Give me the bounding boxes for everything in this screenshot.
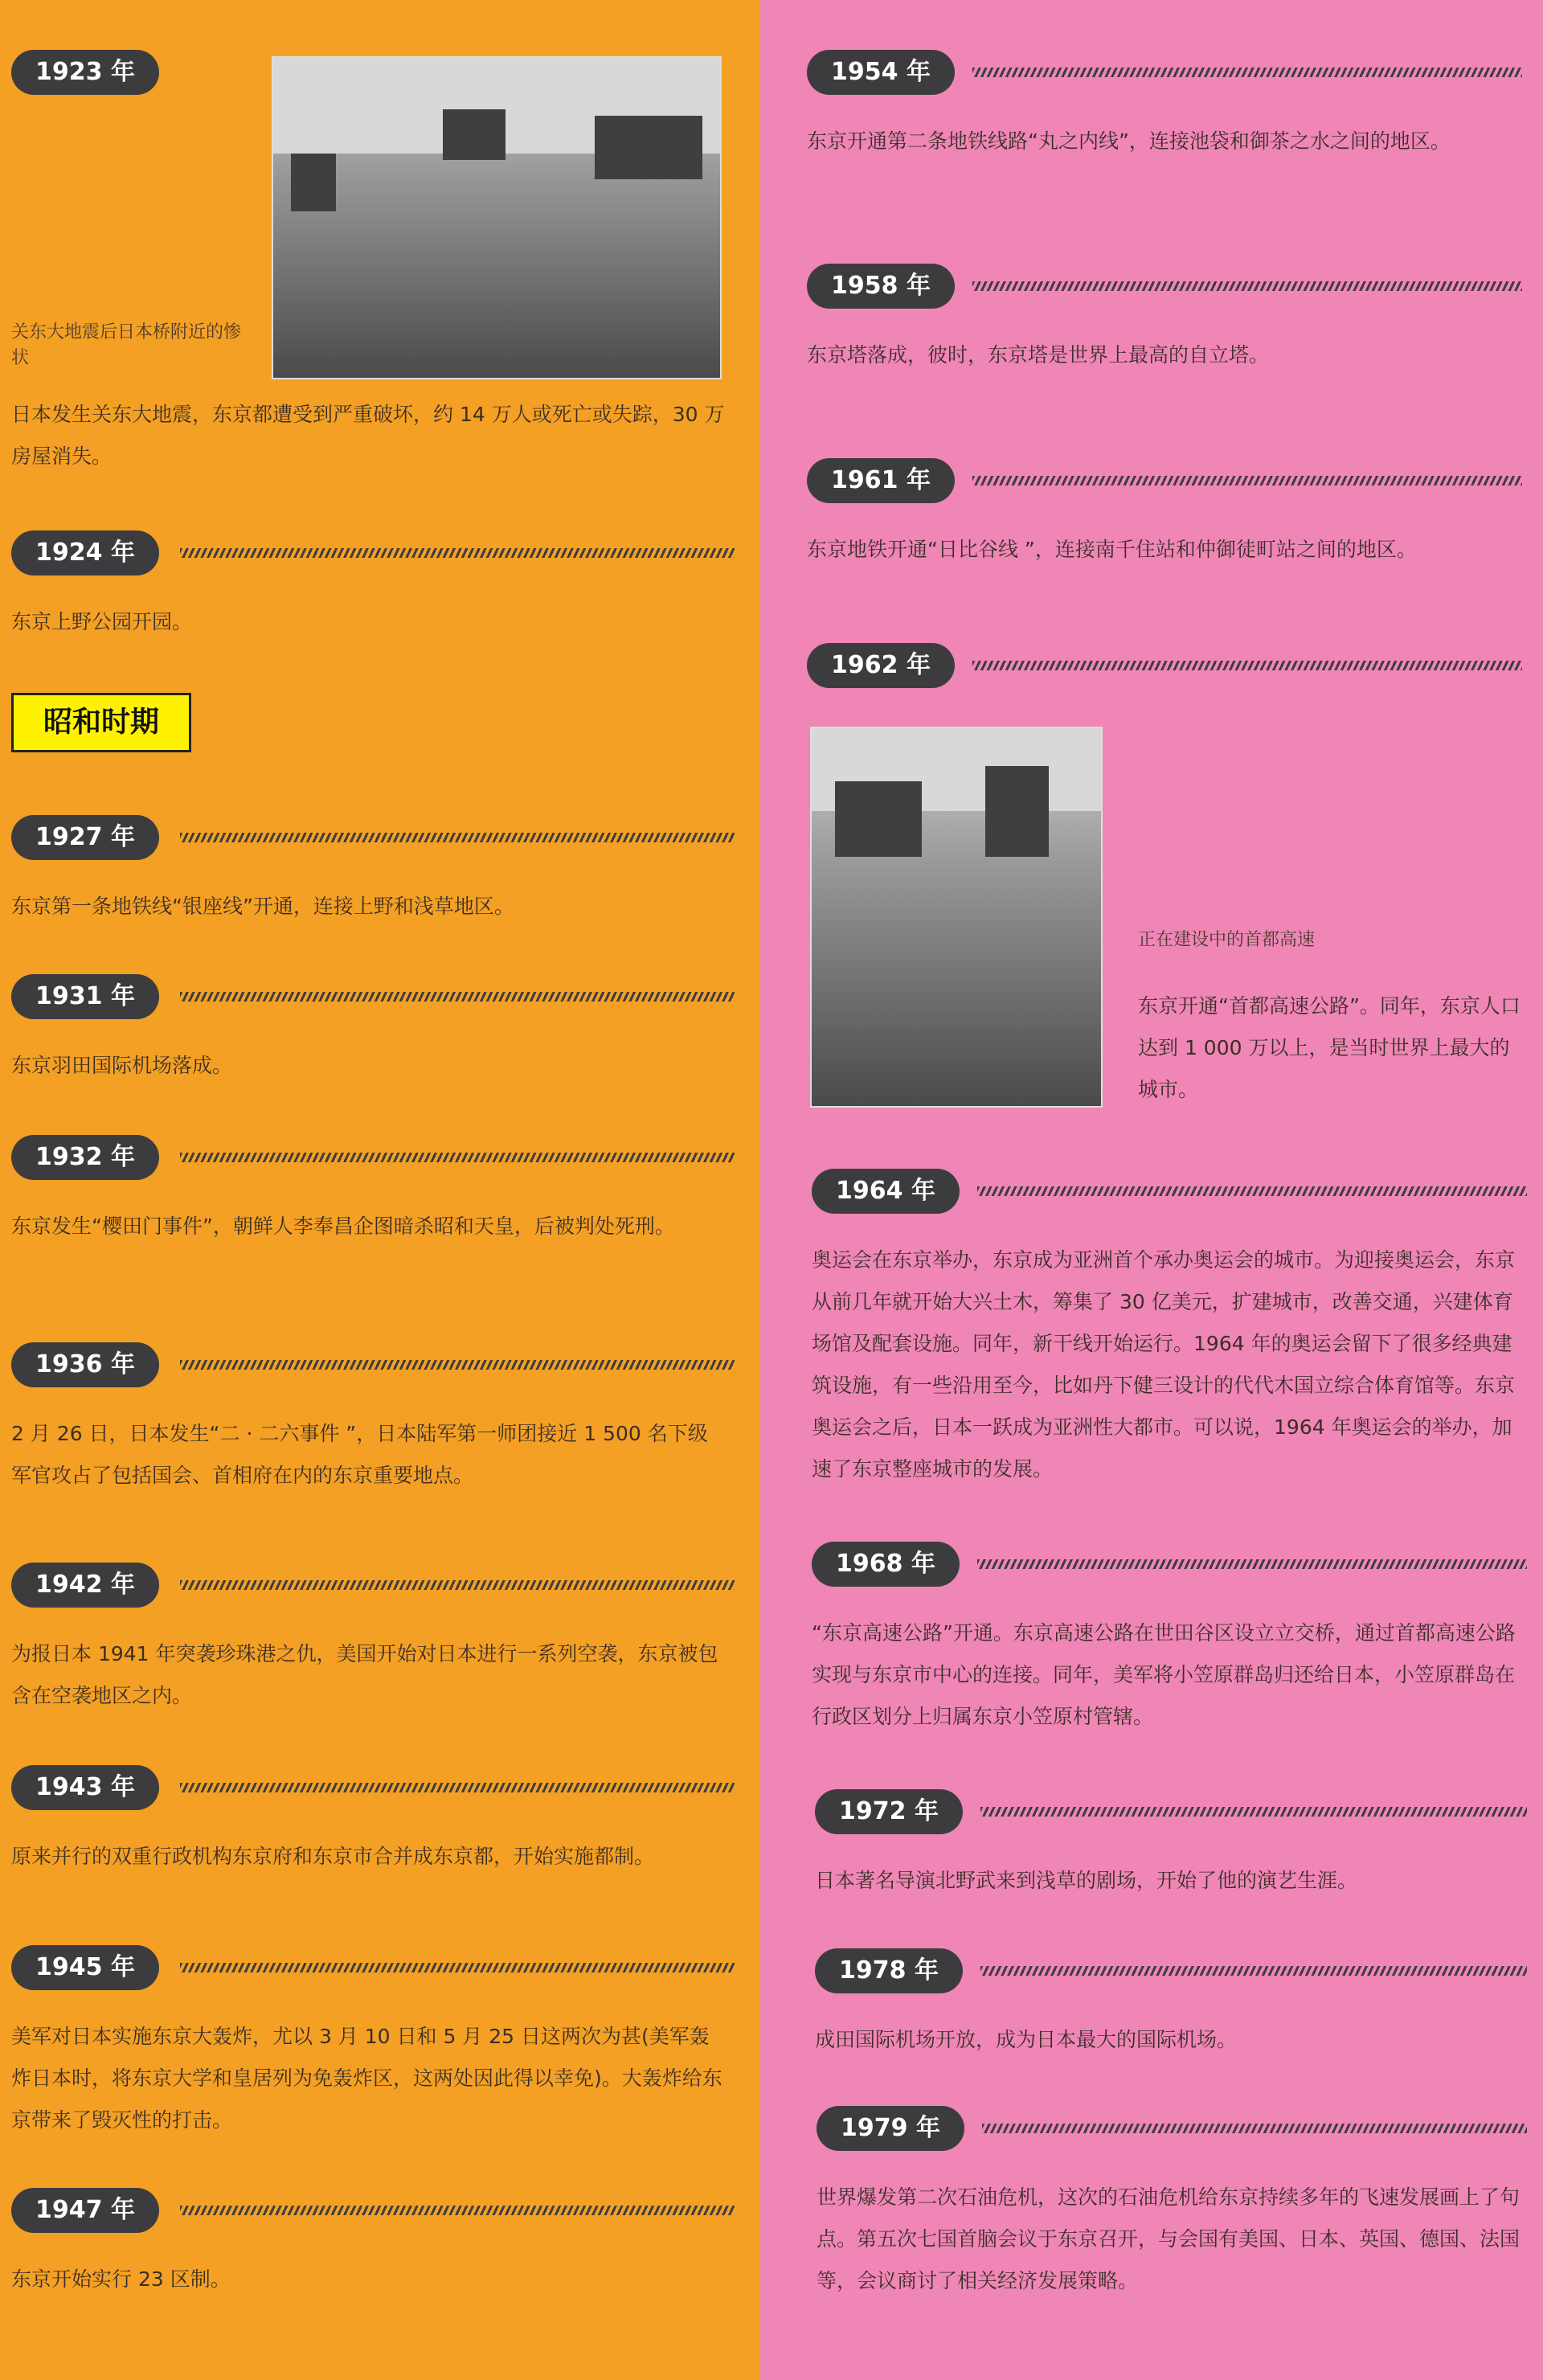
timeline-entry-1924 bbox=[11, 530, 726, 633]
year-rule bbox=[180, 2206, 735, 2215]
entry-text: 奥运会在东京举办，东京成为亚洲首个承办奥运会的城市。为迎接奥运会，东京从前几年就开始大兴土木，筹集了 30 亿美元，扩建城市，改善交通，兴建体育场馆及配套设施。同年，新干线开始运行。1964 年的奥运会留下了很多经典建筑设施，有一些沿用至今，比如丹下健三设计的代代木国立综合体育馆等。东京奥运会之后，日本一跃成为亚洲性大都市。可以说，1964 年奥运会的举办，加速了东京整座城市的发展。 bbox=[812, 1248, 1516, 1481]
entry-text: 原来并行的双重行政机构东京府和东京市合并成东京都，开始实施都制。 bbox=[11, 1845, 655, 1868]
photo-caption: 正在建设中的首都高速 bbox=[1138, 930, 1316, 950]
timeline-entry-1931 bbox=[11, 974, 726, 1077]
year-rule bbox=[180, 1580, 735, 1590]
year-badge: 1936 年 bbox=[11, 1342, 159, 1387]
entry-text: 为报日本 1941 年突袭珍珠港之仇，美国开始对日本进行一系列空袭，东京被包含在空袭地区之内。 bbox=[11, 1642, 718, 1707]
year-badge: 1945 年 bbox=[11, 1945, 159, 1990]
timeline-entry-1958 bbox=[807, 264, 1522, 367]
timeline-entry-1964 bbox=[812, 1169, 1527, 1481]
photo-expressway bbox=[810, 727, 1103, 1108]
timeline-entry-1947 bbox=[11, 2188, 726, 2291]
photo-earthquake bbox=[272, 56, 722, 379]
timeline-entry-1942 bbox=[11, 1563, 726, 1707]
entry-text: 日本著名导演北野武来到浅草的剧场，开始了他的演艺生涯。 bbox=[815, 1869, 1358, 1892]
year-rule bbox=[180, 548, 735, 558]
entry-text: 2 月 26 日，日本发生“二 · 二六事件 ”，日本陆军第一师团接近 1 500 名下级军官攻占了包括国会、首相府在内的东京重要地点。 bbox=[11, 1422, 708, 1487]
entry-text: 东京塔落成，彼时，东京塔是世界上最高的自立塔。 bbox=[807, 343, 1270, 367]
year-rule bbox=[180, 1963, 735, 1972]
year-rule bbox=[180, 992, 735, 1002]
photo-caption: 关东大地震后日本桥附近的惨状 bbox=[11, 322, 242, 368]
entry-text: 东京发生“樱田门事件”，朝鲜人李奉昌企图暗杀昭和天皇，后被判处死刑。 bbox=[11, 1215, 675, 1238]
year-rule bbox=[980, 1966, 1527, 1976]
timeline-entry-1961 bbox=[807, 458, 1522, 561]
year-badge: 1943 年 bbox=[11, 1765, 159, 1810]
entry-text: 东京开通“首都高速公路”。同年，东京人口达到 1 000 万以上，是当时世界上最大的城市。 bbox=[1138, 994, 1520, 1101]
entry-text: 东京地铁开通“日比谷线 ”，连接南千住站和仲御徒町站之间的地区。 bbox=[807, 538, 1417, 561]
year-rule bbox=[982, 2124, 1527, 2133]
year-badge: 1978 年 bbox=[815, 1948, 963, 1993]
entry-text: 东京开始实行 23 区制。 bbox=[11, 2267, 231, 2291]
timeline-entry-1945 bbox=[11, 1945, 726, 2132]
year-badge: 1923 年 bbox=[11, 50, 159, 95]
entry-text: 美军对日本实施东京大轰炸，尤以 3 月 10 日和 5 月 25 日这两次为甚(美军轰炸日本时，将东京大学和皇居列为免轰炸区，这两处因此得以幸免)。大轰炸给东京带来了毁灭性的打击。 bbox=[11, 2025, 722, 2132]
year-badge: 1931 年 bbox=[11, 974, 159, 1019]
entry-text: 东京上野公园开园。 bbox=[11, 610, 193, 633]
year-badge: 1927 年 bbox=[11, 815, 159, 860]
year-rule bbox=[972, 68, 1522, 77]
year-rule bbox=[180, 1153, 735, 1162]
entry-text: “东京高速公路”开通。东京高速公路在世田谷区设立立交桥，通过首都高速公路实现与东京市中心的连接。同年，美军将小笠原群岛归还给日本，小笠原群岛在行政区划分上归属东京小笠原村管辖。 bbox=[812, 1621, 1516, 1728]
year-rule bbox=[180, 1783, 735, 1792]
year-rule bbox=[180, 1360, 735, 1370]
year-badge: 1958 年 bbox=[807, 264, 955, 309]
timeline-entry-1954 bbox=[807, 50, 1522, 153]
timeline-entry-1978 bbox=[815, 1948, 1527, 2051]
entry-text: 成田国际机场开放，成为日本最大的国际机场。 bbox=[815, 2028, 1238, 2051]
year-badge: 1942 年 bbox=[11, 1563, 159, 1608]
year-badge: 1962 年 bbox=[807, 643, 955, 688]
entry-text: 东京第一条地铁线“银座线”开通，连接上野和浅草地区。 bbox=[11, 895, 514, 918]
year-badge: 1932 年 bbox=[11, 1135, 159, 1180]
year-badge: 1924 年 bbox=[11, 530, 159, 576]
timeline-entry-1936 bbox=[11, 1342, 726, 1487]
timeline-entry-1972 bbox=[815, 1789, 1527, 1892]
year-rule bbox=[972, 661, 1522, 670]
year-badge: 1972 年 bbox=[815, 1789, 963, 1834]
timeline-entry-1943 bbox=[11, 1765, 726, 1868]
year-rule bbox=[980, 1807, 1527, 1817]
year-badge: 1968 年 bbox=[812, 1542, 960, 1587]
timeline-entry-1932 bbox=[11, 1135, 726, 1238]
timeline-entry-1968 bbox=[812, 1542, 1527, 1728]
entry-text: 东京羽田国际机场落成。 bbox=[11, 1054, 233, 1077]
year-rule bbox=[180, 833, 735, 842]
year-badge: 1964 年 bbox=[812, 1169, 960, 1214]
year-rule bbox=[972, 281, 1522, 291]
entry-text: 日本发生关东大地震，东京都遭受到严重破坏，约 14 万人或死亡或失踪，30 万房屋消失。 bbox=[11, 403, 725, 468]
year-rule bbox=[977, 1186, 1527, 1196]
era-label: 昭和时期 bbox=[11, 693, 191, 752]
year-badge: 1979 年 bbox=[817, 2106, 964, 2151]
year-rule bbox=[972, 476, 1522, 485]
entry-text: 世界爆发第二次石油危机，这次的石油危机给东京持续多年的飞速发展画上了句点。第五次七国首脑会议于东京召开，与会国有美国、日本、英国、德国、法国等，会议商讨了相关经济发展策略。 bbox=[817, 2185, 1520, 2292]
timeline-entry-1979 bbox=[817, 2106, 1527, 2292]
year-badge: 1947 年 bbox=[11, 2188, 159, 2233]
entry-text: 东京开通第二条地铁线路“丸之内线”，连接池袋和御茶之水之间的地区。 bbox=[807, 129, 1451, 153]
timeline-entry-1927 bbox=[11, 815, 726, 918]
year-rule bbox=[977, 1559, 1527, 1569]
year-badge: 1954 年 bbox=[807, 50, 955, 95]
year-badge: 1961 年 bbox=[807, 458, 955, 503]
